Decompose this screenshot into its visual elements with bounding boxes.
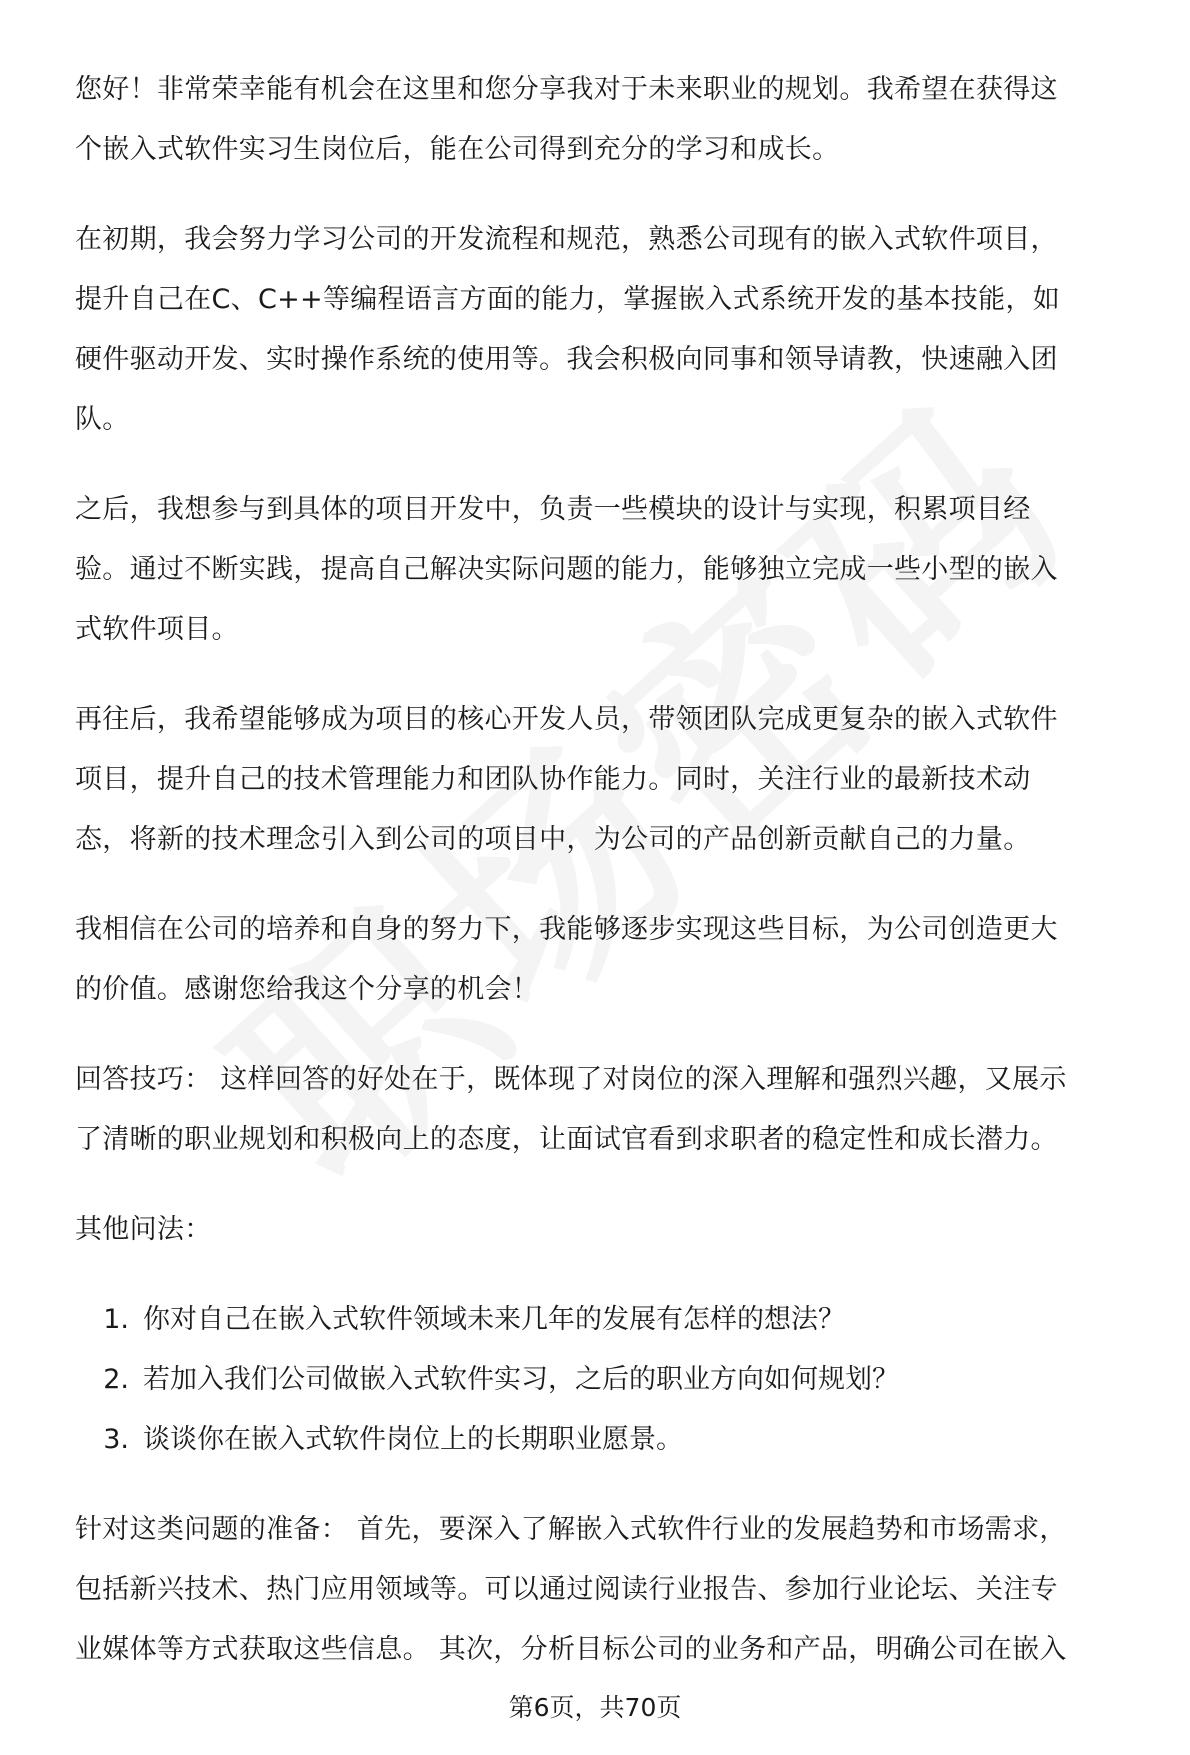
text-line: 您好！非常荣幸能有机会在这里和您分享我对于未来职业的规划。我希望在获得这 <box>75 74 1058 105</box>
paragraph-greeting <box>75 60 1175 180</box>
text-line: 个嵌入式软件实习生岗位后，能在公司得到充分的学习和成长。 <box>75 134 840 165</box>
paragraph-preparation <box>75 1500 1175 1680</box>
text-line: 队。 <box>75 404 130 435</box>
paragraph-mid-stage <box>75 480 1175 660</box>
document-body <box>75 60 1175 1710</box>
list-item <box>75 1410 1175 1470</box>
other-questions-list <box>75 1290 1175 1470</box>
paragraph-later-stage <box>75 690 1175 870</box>
list-item-text: 谈谈你在嵌入式软件岗位上的长期职业愿景。 <box>143 1424 683 1455</box>
page-number-footer: 第6页，共70页 <box>508 1693 682 1722</box>
list-number: 1. <box>103 1304 129 1335</box>
list-number: 2. <box>103 1364 129 1395</box>
text-line: 之后，我想参与到具体的项目开发中，负责一些模块的设计与实现，积累项目经 <box>75 494 1031 525</box>
text-line: 硬件驱动开发、实时操作系统的使用等。我会积极向同事和领导请教，快速融入团 <box>75 344 1058 375</box>
text-line: 项目，提升自己的技术管理能力和团队协作能力。同时，关注行业的最新技术动 <box>75 764 1031 795</box>
list-item-text: 若加入我们公司做嵌入式软件实习，之后的职业方向如何规划？ <box>143 1364 899 1395</box>
text-line: 针对这类问题的准备： 首先，要深入了解嵌入式软件行业的发展趋势和市场需求， <box>75 1514 1067 1545</box>
text-line: 我相信在公司的培养和自身的努力下，我能够逐步实现这些目标，为公司创造更大 <box>75 914 1058 945</box>
text-line: 提升自己在C、C++等编程语言方面的能力，掌握嵌入式系统开发的基本技能，如 <box>75 284 1061 315</box>
text-line: 业媒体等方式获取这些信息。 其次，分析目标公司的业务和产品，明确公司在嵌入 <box>75 1634 1067 1665</box>
text-line: 态，将新的技术理念引入到公司的项目中，为公司的产品创新贡献自己的力量。 <box>75 824 1031 855</box>
text-line: 式软件项目。 <box>75 614 239 645</box>
paragraph-early-stage <box>75 210 1175 450</box>
text-line: 其他问法： <box>75 1214 212 1245</box>
text-line: 了清晰的职业规划和积极向上的态度，让面试官看到求职者的稳定性和成长潜力。 <box>75 1124 1058 1155</box>
list-item <box>75 1290 1175 1350</box>
list-item-text: 你对自己在嵌入式软件领域未来几年的发展有怎样的想法？ <box>143 1304 845 1335</box>
text-line: 再往后，我希望能够成为项目的核心开发人员，带领团队完成更复杂的嵌入式软件 <box>75 704 1058 735</box>
list-item <box>75 1350 1175 1410</box>
paragraph-conclusion <box>75 900 1175 1020</box>
paragraph-answer-tips <box>75 1050 1175 1170</box>
text-line: 包括新兴技术、热门应用领域等。可以通过阅读行业报告、参加行业论坛、关注专 <box>75 1574 1058 1605</box>
text-line: 验。通过不断实践，提高自己解决实际问题的能力，能够独立完成一些小型的嵌入 <box>75 554 1058 585</box>
text-line: 回答技巧： 这样回答的好处在于，既体现了对岗位的深入理解和强烈兴趣，又展示 <box>75 1064 1067 1095</box>
list-number: 3. <box>103 1424 129 1455</box>
text-line: 在初期，我会努力学习公司的开发流程和规范，熟悉公司现有的嵌入式软件项目， <box>75 224 1058 255</box>
paragraph-other-questions-heading <box>75 1200 1175 1260</box>
text-line: 的价值。感谢您给我这个分享的机会！ <box>75 974 540 1005</box>
